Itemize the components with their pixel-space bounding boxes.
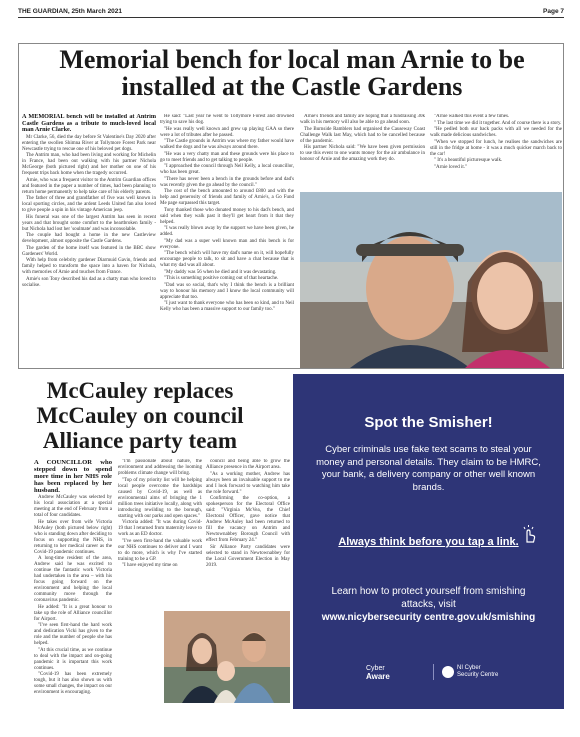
family-photo-illustration: [164, 611, 290, 703]
article-paragraph: "Top of my priority list will be helping local people overcome the hardships caused by Covid-19, as well as environmental aims of bringing the 1 million trees initiative locally, along with introducing rewilding to the borough, starting with our parks and open spaces.": [118, 477, 202, 519]
article-paragraph: The couple had bought a home in the new Castleview development, almost opposite the Castle Gardens.: [22, 233, 156, 245]
nicsc-line1: NI Cyber: [457, 665, 481, 671]
article-paragraph: "Dad was so social, that's why I think the bench is a brilliant way to honour his memory and I know the local community will appreciate that too.: [160, 282, 294, 300]
couple-photo-illustration: [300, 192, 562, 368]
mccauley-family-photo: [164, 611, 290, 703]
article-paragraph: With help from celebrity gardener Diarmuid Gavin, friends and family helped to transform the space into a haven for Nichola, with memories of Arnie and touches from France.: [22, 258, 156, 276]
article-paragraph: "When we stopped for lunch, he realises the sandwiches are still in the fridge at home - it was a much quicker march back to the car!: [430, 139, 562, 157]
cyber-aware-logo: [366, 665, 390, 682]
article-paragraph: "Arnie walked this event a few times.: [434, 114, 510, 119]
article-paragraph: A COUNCILLOR who stepped down to spend more time in her NHS role has been replaced by her husband.: [34, 459, 112, 494]
ad-call-to-action: Always think before you tap a link.: [338, 536, 519, 548]
article-paragraph: "I'm passionate about nature, the environment and addressing the looming problems climate change will bring.: [118, 459, 202, 476]
smishing-advert: [293, 374, 564, 709]
article-paragraph: "I approached the council through Neil Kelly, a local councillor, who has been great.: [160, 164, 294, 175]
article-paragraph: Arnie's son Tony described his dad as a chatty man who loved to socialise.: [22, 276, 156, 288]
story2-column-3: [206, 459, 290, 611]
story1-column-3: [300, 114, 425, 190]
article-paragraph: He added: "It is a great honour to take up the role of Alliance councillor for Airport.: [34, 604, 112, 622]
article-paragraph: "I just want to thank everyone who has been so kind, and to Neil Kelly who has been a massive support to our family too.": [160, 301, 294, 312]
story1-column-4: [430, 114, 562, 190]
article-paragraph: "The Castle grounds in Antrim was where my father would have walked the dogs and he was always around there.: [160, 139, 294, 150]
logo-divider: [433, 664, 434, 680]
article-paragraph: "There has never been a bench in the grounds before and dad's was recently given the go ahead by the council.": [160, 176, 294, 188]
story1-column-1: [22, 114, 156, 364]
story2-column-2: [118, 459, 202, 611]
article-paragraph: " It's a beautiful picturesque walk.: [434, 158, 503, 163]
story2-headline: McCauley replaces McCauley on council Alliance party team: [36, 378, 244, 453]
article-paragraph: "My daddy was 56 when he died and it was devastating.: [164, 269, 277, 275]
article-paragraph: "This is something positive coming out of that heartache.: [164, 276, 279, 281]
article-paragraph: Andrew McCauley was selected by his local association at a special meeting at the end of February from a total of four candidates.: [34, 495, 112, 518]
article-paragraph: council and being able to grow the Alliance presence in the Airport area.: [206, 459, 290, 470]
article-paragraph: "He pedled both our back packs with all we needed for the walk made delicious sandwiches.: [430, 127, 562, 138]
article-paragraph: Mr Clarke, 56, died the day before St Valentine's Day 2020 after entering the swollen Shimna River at Tollymore Forest Park near Newcastle trying to rescue one of his beloved pet dogs.: [22, 134, 156, 152]
article-paragraph: A long-time resident of the area, Andrew said he was excited to continue the fantastic work Victoria had undertaken in the area – with his focus going forward on the environment and helping the local community move through the coronavirus pandemic.: [34, 556, 112, 603]
ad-url[interactable]: www.nicybersecurity centre.gov.uk/smishing: [321, 612, 536, 623]
article-paragraph: Tony thanked those who donated money to his dad's bench, and said when they walk past it they'll get heart from it that they helped.: [160, 207, 294, 225]
article-paragraph: The father of three and grandfather of five was well known in local sporting circles, and the ardent Leeds United fan also loved to give people a spin in his vintage American jeep.: [22, 196, 156, 214]
article-paragraph: "As a working mother, Andrew has always been an invaluable support to me and I look forward to watching him take the role forward.": [206, 471, 290, 495]
nicsc-line2: Security Centre: [457, 672, 499, 678]
article-paragraph: "He was really well known and grew up playing GAA so there were a lot of tributes after he passed.: [160, 126, 294, 138]
article-paragraph: Arnie, who was a frequent visitor to the Antrim Guardian offices and featured in the paper a number of times, had been planning to return home permanently to help take care of his elderly parents.: [22, 177, 156, 195]
article-paragraph: "He was a very chatty man and these grounds were his place to go to meet friends and to get talking to people.: [160, 151, 294, 163]
article-paragraph: "Arnie loved it.": [434, 164, 468, 170]
article-paragraph: "My dad was a super well known man and this bench is for everyone.: [160, 238, 294, 250]
article-paragraph: "At this crucial time, as we continue to deal with the impact and on-going pandemic it is important this work continues.: [34, 647, 112, 671]
ni-crest-icon: [442, 666, 454, 678]
article-paragraph: His funeral was one of the largest Antrim has seen in recent years and that brought some comfort to the heartbroken family - but Nichola had lost her 'soulmate' and was inconsolable.: [22, 214, 156, 232]
article-paragraph: Victoria added: "It was during Covid-19 that I returned from maternity leave to work as an ED doctor.: [118, 520, 202, 537]
header-rule: [18, 17, 564, 18]
article-paragraph: The Burnside Ramblers had organised the Causeway Coast Challenge Walk last May, which had to be cancelled because of the pandemic.: [300, 126, 425, 144]
article-paragraph: A MEMORIAL bench will be installed at Antrim Castle Gardens as a tribute to much-loved local man Arnie Clarke.: [22, 114, 156, 134]
article-paragraph: "The bench which will have my dad's name on it, will hopefully encourage people to talk, to sit and have a chat because that is what my dad was all about.: [160, 251, 294, 268]
ad-title: Spot the Smisher!: [364, 414, 493, 431]
article-paragraph: The Antrim man, who had been living and working for Michelin in France, had been out walking with his partner Nichola McGeorge (both pictured right) and her mother on one of his frequent trips back home when the tragedy occurred.: [22, 153, 156, 177]
article-paragraph: He said: "Last year he went to Tollymore Forest and drowned trying to save his dog.: [160, 114, 294, 125]
article-paragraph: "I've seen first-hand the valuable work our NHS continues to deliver and I want to do more, which is why I've started training to be a GP.: [118, 538, 202, 562]
article-paragraph: Sir Alliance Party candidates were selected to stand in Newtownabbey for the Local Government Election in May 2019.: [206, 544, 290, 568]
article-paragraph: The garden of the home itself was featured in the BBC show Gardeners' World.: [22, 245, 156, 257]
article-paragraph: The cost of the bench amounted to around £800 and with the help and generosity of friends and family of Arnie's, a Go Fund Me page surpassed this target.: [160, 189, 294, 206]
article-paragraph: "I've seen first-hand the hard work and dedication Vicki has given to the role and the number of people she has helped.: [34, 623, 112, 646]
story2-column-1: [34, 459, 112, 707]
page-number: Page 7: [543, 8, 564, 15]
tap-hand-icon: [519, 524, 539, 544]
cyber-aware-line2: Aware: [366, 672, 390, 681]
article-paragraph: "Covid-19 has been extremely tough, but it has also shown us with some small changes, the impact on our environment is encouraging.: [34, 672, 112, 695]
story1-headline: Memorial bench for local man Arnie to be installed at the Castle Gardens: [59, 45, 525, 101]
cyber-aware-line1: Cyber: [366, 665, 385, 672]
ad-learn-more: Learn how to protect yourself from smishing attacks, visit: [331, 586, 526, 610]
ad-body: Cyber criminals use fake text scams to steal your money and personal details. They claim to be HMRC, your bank, a delivery company or other well known brands.: [316, 444, 541, 493]
story1-column-2: [160, 114, 294, 364]
article-paragraph: Arnie's friends and family are hoping that a fundraising 30k walk in his memory will also be able to go ahead soon.: [300, 114, 425, 125]
article-paragraph: " The last time we did it together. And of course there is a story.: [434, 120, 562, 126]
article-paragraph: Confirming the co-option, a spokesperson for the Electoral Office said: "Virginia McVea, the Chief Electoral Officer, gave notice that Andrew McAuley had been returned to fill the vacancy on Antrim and Newtownabbey Borough Council with effect from February 24.": [206, 496, 290, 543]
article-paragraph: His partner Nichola said: "We have been given permission to use this event to one wants money for the air ambulance in honour of Arnie and the amazing work they do.: [300, 145, 425, 162]
masthead-date: THE GUARDIAN, 25th March 2021: [18, 8, 123, 15]
article-paragraph: He takes over from wife Victoria McAuley (both pictured below right) who is standing down after deciding to focus on supporting the NHS, in returning to her medical career as the Covid-19 pandemic continues.: [34, 519, 112, 555]
article-paragraph: "I have enjoyed my time on: [122, 563, 178, 568]
article-paragraph: "I was really blown away by the support we have been given, he added.: [160, 226, 294, 237]
arnie-and-nichola-photo: [300, 192, 562, 368]
